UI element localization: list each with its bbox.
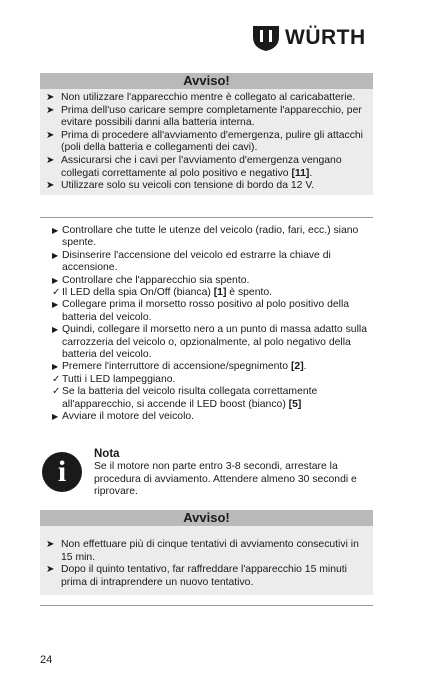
step-item	[52, 411, 374, 423]
checkmark-icon: ✓	[52, 287, 61, 299]
warning-item-text	[61, 539, 359, 563]
triangle-bullet-icon: ▶	[52, 226, 59, 235]
triangle-bullet-icon: ▶	[52, 250, 59, 260]
checkmark-icon: ✓	[52, 386, 61, 398]
warning-title: Avviso!	[40, 73, 373, 89]
text-segment: Dopo il quinto tentativo, far raffreddare l'apparecchio 15 minuti prima di intraprendere un nuovo tentativo.	[61, 564, 347, 588]
step-text	[62, 361, 307, 372]
warning-item-text	[61, 105, 362, 129]
warning-item	[46, 130, 367, 155]
step-text	[62, 411, 194, 422]
warning-item-text	[61, 92, 355, 103]
text-segment: Il LED della spia On/Off (bianca)	[62, 287, 214, 299]
step-text	[62, 386, 317, 409]
arrow-bullet-icon: ➤	[46, 564, 55, 576]
warning-item-text	[61, 155, 342, 179]
warning-item	[46, 92, 367, 105]
reference-number: [11]	[291, 167, 310, 179]
warning-item	[46, 155, 367, 180]
reference-number: [1]	[213, 287, 227, 299]
triangle-bullet-icon: ▶	[52, 275, 59, 285]
step-item	[52, 225, 374, 250]
checkmark-icon: ✓	[52, 373, 61, 385]
step-item	[52, 386, 374, 411]
step-item	[52, 275, 374, 287]
step-text	[62, 287, 272, 298]
warning-item-text	[61, 564, 347, 588]
arrow-bullet-icon: ➤	[46, 539, 55, 550]
text-segment: Non effettuare più di cinque tentativi di avviamento consecutivi in 15 min.	[61, 539, 359, 563]
arrow-bullet-icon: ➤	[46, 92, 55, 103]
page-number: 24	[40, 654, 53, 666]
text-segment: Tutti i LED lampeggiano.	[62, 373, 176, 385]
step-text	[62, 374, 175, 385]
text-segment: .	[309, 167, 313, 179]
text-segment: Assicurarsi che i cavi per l'avviamento d'emergenza vengano collegati correttamente al polo positivo e negativo	[61, 154, 342, 179]
warning-item	[46, 105, 367, 130]
note-block	[40, 448, 374, 504]
warning-list	[40, 526, 373, 595]
text-segment: Utilizzare solo su veicoli con tensione di bordo da 12 V.	[61, 180, 315, 192]
triangle-bullet-icon: ▶	[52, 300, 59, 310]
step-item	[52, 361, 374, 373]
step-text	[62, 275, 249, 286]
text-segment: Quindi, collegare il morsetto nero a un punto di massa adatto sulla carrozzeria del veicolo o, opzionalmente, al polo negativo della batteria del veicolo.	[62, 324, 367, 361]
warning-box-2	[40, 510, 373, 595]
text-segment: è spento.	[226, 287, 273, 299]
text-segment: .	[303, 361, 307, 373]
divider	[40, 217, 373, 218]
step-item	[52, 287, 374, 299]
step-item	[52, 324, 374, 361]
warning-item	[46, 539, 367, 564]
step-text	[62, 225, 358, 248]
warning-item	[46, 564, 367, 589]
step-text	[62, 250, 331, 273]
warning-list	[40, 89, 373, 195]
text-segment: Collegare prima il morsetto rosso positivo al polo positivo della batteria del veicolo.	[62, 299, 350, 323]
step-item	[52, 299, 374, 324]
text-segment: Se la batteria del veicolo risulta collegata correttamente all'apparecchio, si accende il LED boost (bianco)	[62, 386, 318, 410]
text-segment: Controllare che tutte le utenze del veicolo (radio, fari, ecc.) siano spente.	[62, 225, 359, 249]
reference-number: [5]	[288, 398, 302, 410]
step-text	[62, 324, 367, 360]
warning-item-text	[61, 180, 314, 191]
arrow-bullet-icon: ➤	[46, 104, 55, 116]
triangle-bullet-icon: ▶	[52, 412, 59, 422]
triangle-bullet-icon: ▶	[52, 325, 59, 335]
triangle-bullet-icon: ▶	[52, 362, 59, 372]
text-segment: Controllare che l'apparecchio sia spento.	[62, 274, 250, 286]
wurth-logo-icon	[252, 24, 280, 52]
warning-item-text	[61, 130, 363, 154]
step-item	[52, 250, 374, 275]
note-text: Se il motore non parte entro 3-8 secondi, arrestare la procedura di avviamento. Attendere almeno 30 secondi e riprovare.	[94, 461, 357, 498]
info-icon: i	[42, 452, 82, 492]
text-segment: Prima dell'uso caricare sempre completamente l'apparecchio, per evitare possibili danni alla batteria interna.	[61, 104, 362, 129]
warning-box-1	[40, 73, 373, 195]
arrow-bullet-icon: ➤	[46, 129, 55, 141]
procedure-steps	[52, 225, 374, 424]
reference-number: [2]	[290, 361, 304, 373]
brand-name: WÜRTH	[285, 26, 366, 49]
step-text	[62, 299, 349, 322]
text-segment: Disinserire l'accensione del veicolo ed estrarre la chiave di accensione.	[62, 249, 331, 274]
note-title: Nota	[94, 448, 120, 460]
text-segment: Prima di procedere all'avviamento d'emergenza, pulire gli attacchi (poli della batteria e collegamenti dei cavi).	[61, 129, 363, 154]
text-segment: Avviare il motore del veicolo.	[62, 411, 195, 423]
wurth-logo	[252, 24, 376, 52]
arrow-bullet-icon: ➤	[46, 154, 55, 166]
arrow-bullet-icon: ➤	[46, 180, 55, 192]
text-segment: Non utilizzare l'apparecchio mentre è collegato al caricabatterie.	[61, 92, 356, 103]
warning-title: Avviso!	[40, 510, 373, 526]
text-segment: Premere l'interruttore di accensione/spegnimento	[62, 361, 291, 373]
divider	[40, 605, 373, 606]
warning-item	[46, 180, 367, 193]
step-item	[52, 374, 374, 386]
